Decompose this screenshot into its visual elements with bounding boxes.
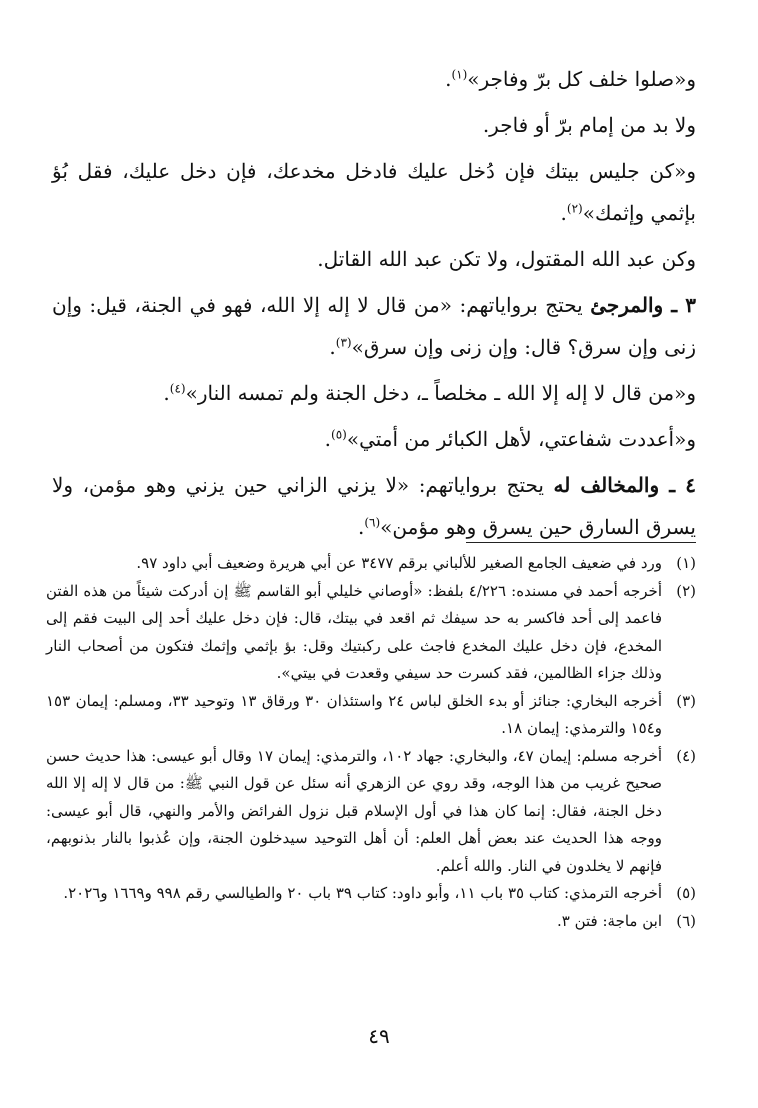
footnote <box>46 743 696 881</box>
footnote-number: (٤) <box>676 746 696 765</box>
footnote-text: أخرجه مسلم: إيمان ٤٧، والبخاري: جهاد ١٠٢، والترمذي: إيمان ١٧ وقال أبو عيسى: هذا حديث حسن صحيح غريب من هذا الوجه، وقد روي عن الزهري أنه سئل عن قول النبي ﷺ: من قال لا إله إلا الله دخل الجنة، فقال: إنما كان هذا في أول الإسلام قبل نزول الفرائض والأمر والنهي، قال أبو عيسى: ووجه هذا الحديث عند بعض أهل العلم: أن أهل التوحيد سيدخلون الجنة، وإن عُذبوا بالنار بذنوبهم، فإنهم لا يخلدون في النار. والله أعلم. <box>46 746 663 875</box>
footnote-number: (٥) <box>676 884 696 902</box>
footnote-number: (٦) <box>676 911 696 930</box>
footnote-text: ابن ماجة: فتن ٣. <box>557 911 662 930</box>
footnote-ref[interactable]: (١) <box>451 67 468 82</box>
paragraph: و«أعددت شفاعتي، لأهل الكبائر من أمتي»$^{(٥)}$. <box>324 427 696 451</box>
footnotes <box>46 550 696 935</box>
page-number: ٤٩ <box>368 1024 390 1048</box>
paragraph: ٣ ـ والمرجئ يحتج برواياتهم: «من قال لا إله إلا الله، فهو في الجنة، قيل: وإن زنى وإن سرق؟ قال: وإن زنى وإن سرق»$^{(٣)}$. <box>52 293 696 359</box>
paragraph: ولا بد من إمام برّ أو فاجر. <box>482 113 696 137</box>
footnote-ref[interactable]: (٥) <box>331 427 347 442</box>
footnote-text: أخرجه أحمد في مسنده: ٤/٢٢٦ بلفظ: «أوصاني خليلي أبو القاسم ﷺ إن أدركت شيئاً من هذه الفتن فاعمد إلى أحد فاكسر به حد سيفك ثم اقعد في بيتك، قال: فإن دخل عليك أحد إلى البيت فقم إلى المخدع، فإن دخل عليك المخدع فاجث على ركبتيك وقل: بؤ بإثمي وإثمك فتكون من أصحاب النار وذلك جزاء الظالمين، فقد كسرت حد سيفي وقعدت في بيتي». <box>46 581 662 682</box>
section-heading: ٣ ـ والمرجئ <box>590 293 696 317</box>
footnote-number: (٣) <box>676 691 696 710</box>
footnote-number: (٢) <box>676 581 696 600</box>
footnote-ref[interactable]: (٢) <box>566 201 583 216</box>
footnote <box>46 688 696 743</box>
footnote-number: (١) <box>676 554 696 572</box>
main-text <box>52 58 696 548</box>
footnote <box>46 880 696 908</box>
footnote-ref[interactable]: (٦) <box>364 515 381 530</box>
paragraph: و«كن جليس بيتك فإن دُخل عليك فادخل مخدعك، فإن دخل عليك، فقل بُؤ بإثمي وإثمك»$^{(٢)}$. <box>52 159 696 225</box>
paragraph: وكن عبد الله المقتول، ولا تكن عبد الله القاتل. <box>317 247 696 271</box>
paragraph: و«صلوا خلف كل برّ وفاجر»$^{(١)}$. <box>445 67 696 91</box>
footnote-ref[interactable]: (٣) <box>335 335 352 350</box>
footnote <box>46 578 696 688</box>
paragraph: و«من قال لا إله إلا الله ـ مخلصاً ـ، دخل الجنة ولم تمسه النار»$^{(٤)}$. <box>163 381 696 405</box>
footnote-text: أخرجه البخاري: جنائز أو بدء الخلق لباس ٢٤ واستئذان ٣٠ ورقاق ١٣ وتوحيد ٣٣، ومسلم: إيمان ١٥٣ و١٥٤ والترمذي: إيمان ١٨. <box>46 691 662 737</box>
footnote-divider <box>466 542 696 543</box>
footnote-text: ورد في ضعيف الجامع الصغير للألباني برقم ٣٤٧٧ عن أبي هريرة وضعيف أبي داود ٩٧. <box>136 554 662 572</box>
footnote <box>46 908 696 936</box>
paragraph: ٤ ـ والمخالف له يحتج برواياتهم: «لا يزني الزاني حين يزني وهو مؤمن، ولا يسرق السارق حين يسرق وهو مؤمن»$^{(٦)}$. <box>52 473 696 539</box>
footnote-ref[interactable]: (٤) <box>169 381 186 396</box>
section-heading: ٤ ـ والمخالف له <box>553 473 696 497</box>
footnote <box>46 550 696 578</box>
footnote-text: أخرجه الترمذي: كتاب ٣٥ باب ١١، وأبو داود: كتاب ٣٩ باب ٢٠ والطيالسي رقم ٩٩٨ و١٦٦٩ و٢٠٢٦. <box>63 884 662 902</box>
